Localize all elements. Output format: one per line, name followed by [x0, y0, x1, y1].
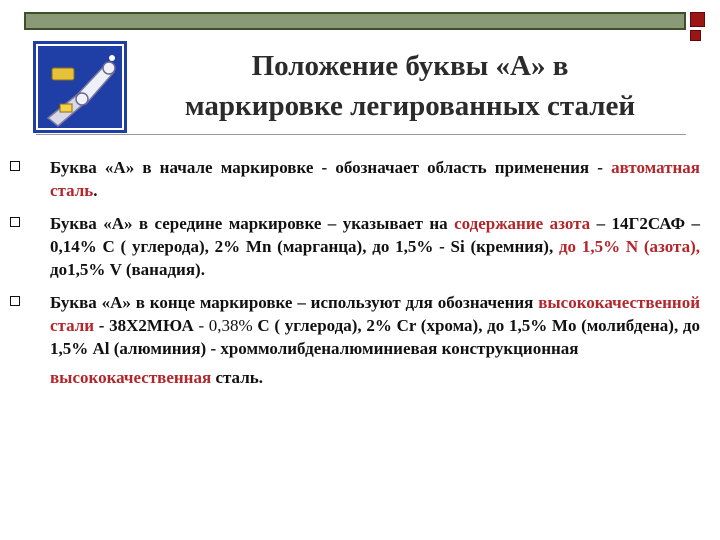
b3-highlight-1: высококачественной стали — [50, 293, 700, 335]
bullet-item-2 — [10, 212, 700, 281]
red-square-large — [690, 12, 705, 27]
bullet-text-3 — [50, 291, 700, 389]
b2-t3: – 14Г2САФ – 0,14% С ( углерода), 2% Mn (марганца), до 1,5% - Si (кремния), — [50, 214, 700, 256]
b1-t3: . — [93, 181, 98, 200]
bullet-item-3 — [10, 291, 700, 389]
square-bullet-icon — [10, 217, 20, 227]
square-bullet-icon — [10, 161, 20, 171]
b2-t5: до1,5% V (ванадия). — [50, 260, 205, 279]
red-square-small — [690, 30, 701, 41]
bullet-text-2 — [50, 212, 700, 281]
b2-highlight-2: до 1,5% N (азота), — [558, 237, 700, 256]
b3-t3: - 38Х2МЮА — [94, 316, 199, 335]
page-title — [130, 46, 690, 126]
title-line-1: Положение буквы «А» в — [251, 50, 569, 82]
bullet-item-1 — [10, 156, 700, 202]
b3-last-line — [50, 366, 700, 389]
b2-t1: Буква «А» в середине маркировке – указывает на — [50, 214, 455, 233]
square-bullet-icon — [10, 296, 20, 306]
b3-t4: - 0,38% — [198, 316, 253, 335]
robot-arm-logo-icon — [36, 44, 124, 130]
b3-t1: Буква «А» в конце маркировке – используют для обозначения — [50, 293, 539, 312]
b3-highlight-2: высококачественная — [50, 368, 212, 387]
bullet-list — [10, 156, 700, 399]
b2-highlight-1: содержание азота — [454, 214, 591, 233]
title-divider — [36, 134, 686, 135]
b1-highlight: автоматная сталь — [50, 158, 700, 200]
b1-t1: Буква «А» в начале маркировке - обозначает область применения - — [50, 158, 612, 177]
b3-t5: С ( углерода), 2% Cr (хрома), до 1,5% Mo (молибдена), до 1,5% Al (алюминия) - хроммолибденалюминиевая конструкционная — [50, 316, 700, 358]
title-line-2: маркировке легированных сталей — [184, 90, 636, 122]
top-bar — [24, 12, 686, 30]
bullet-text-1 — [50, 156, 700, 202]
robot-arm-graphic — [38, 46, 122, 128]
b3-t7: сталь. — [211, 368, 263, 387]
